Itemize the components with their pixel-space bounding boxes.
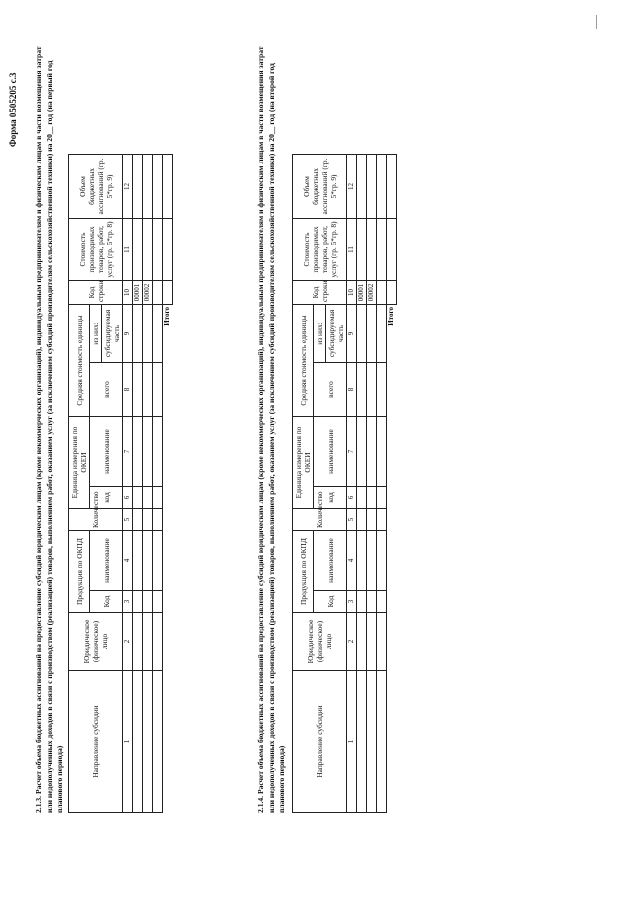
cell[interactable] <box>367 591 377 613</box>
header-okei-group: Единица измерения по ОКЕИ <box>69 416 90 508</box>
header-legal-entity: Юридическое (физическое) лицо <box>69 613 123 671</box>
cell[interactable] <box>367 671 377 813</box>
cell[interactable] <box>377 218 387 280</box>
cell[interactable] <box>367 487 377 509</box>
cell[interactable] <box>377 487 387 509</box>
subsidy-table-2-1-4 <box>292 44 397 813</box>
cell[interactable] <box>133 218 143 280</box>
cell[interactable] <box>377 362 387 416</box>
table-row <box>153 44 163 812</box>
column-number: 2 <box>347 613 357 671</box>
cell[interactable] <box>357 218 367 280</box>
cell[interactable] <box>357 154 367 218</box>
header-avg-of-which: из них: <box>90 304 102 362</box>
cell[interactable] <box>133 416 143 486</box>
table-row <box>143 44 153 812</box>
total-row <box>387 44 397 812</box>
header-line-code: Код строки <box>69 280 123 304</box>
column-numbers-row <box>123 44 133 812</box>
cell[interactable] <box>153 280 163 304</box>
section-heading-2-1-3: 2.1.3. Расчет объема бюджетных ассигнований на предоставление субсидий юридическим лицам (кроме некоммерческих организаций), индивидуальным предпринимателям и физическим лицам в части возмещения затрат или недополученных доходов в связи с производством (реализацией) товаров, выполнением работ, оказанием услуг (за исключением субсидий производителям сельскохозяйственной техники) на 20__ год (на первый год планового периода) <box>34 46 64 813</box>
line-code: 00002 <box>143 280 153 304</box>
column-number: 12 <box>347 154 357 218</box>
column-number: 3 <box>123 591 133 613</box>
cell[interactable] <box>367 509 377 531</box>
cell[interactable] <box>357 531 367 591</box>
column-number: 10 <box>347 280 357 304</box>
cell[interactable] <box>143 671 153 813</box>
cell[interactable] <box>357 509 367 531</box>
form-code: Форма 0505205 с.3 <box>8 72 18 147</box>
total-label: Итого <box>163 306 172 326</box>
cell[interactable] <box>377 531 387 591</box>
total-row <box>163 44 173 812</box>
cell[interactable] <box>133 154 143 218</box>
section-heading-2-1-4: 2.1.4. Расчет объема бюджетных ассигнований на предоставление субсидий юридическим лицам (кроме некоммерческих организаций), индивидуальным предпринимателям и физическим лицам в части возмещения затрат или недополученных доходов в связи с производством (реализацией) товаров, выполнением работ, оказанием услуг (за исключением субсидий производителям сельскохозяйственной техники) на 20__ год (на второй год планового периода) <box>256 46 286 813</box>
cell[interactable] <box>367 304 377 362</box>
header-quantity: Количество <box>69 509 123 531</box>
column-number: 3 <box>347 591 357 613</box>
header-okei-group: Единица измерения по ОКЕИ <box>293 416 314 508</box>
header-quantity: Количество <box>293 509 347 531</box>
cell[interactable] <box>163 154 173 218</box>
column-number: 10 <box>123 280 133 304</box>
column-number: 7 <box>123 416 133 486</box>
column-number: 8 <box>347 362 357 416</box>
column-number: 6 <box>347 487 357 509</box>
cell[interactable] <box>163 280 173 304</box>
page-edge-mark <box>596 15 597 29</box>
column-number: 8 <box>123 362 133 416</box>
cell[interactable] <box>153 509 163 531</box>
cell[interactable] <box>143 154 153 218</box>
cell[interactable] <box>143 218 153 280</box>
cell[interactable] <box>377 591 387 613</box>
cell[interactable] <box>377 304 387 362</box>
cell[interactable] <box>153 304 163 362</box>
cell[interactable] <box>133 591 143 613</box>
header-line-code: Код строки <box>293 280 347 304</box>
header-budget-volume: Объем бюджетных ассигнований (гр. 5*гр. 9) <box>293 154 347 218</box>
line-code: 00002 <box>367 280 377 304</box>
column-number: 4 <box>123 531 133 591</box>
cell[interactable] <box>133 613 143 671</box>
cell[interactable] <box>143 613 153 671</box>
line-code: 00001 <box>357 280 367 304</box>
column-number: 6 <box>123 487 133 509</box>
cell[interactable] <box>143 487 153 509</box>
total-label: Итого <box>387 306 396 326</box>
cell[interactable] <box>357 487 367 509</box>
header-avg-total: всего <box>314 362 347 416</box>
cell[interactable] <box>133 671 143 813</box>
header-direction: Направление субсидии <box>69 671 123 813</box>
header-okpd-name: наименование <box>314 531 347 591</box>
cell[interactable] <box>133 304 143 362</box>
column-number: 1 <box>123 671 133 813</box>
cell[interactable] <box>153 531 163 591</box>
header-okpd-code: Код <box>90 591 123 613</box>
cell[interactable] <box>133 509 143 531</box>
cell[interactable] <box>357 671 367 813</box>
header-okpd-group: Продукция по ОКПД <box>293 531 314 613</box>
cell[interactable] <box>153 591 163 613</box>
line-code: 00001 <box>133 280 143 304</box>
header-okei-code: код <box>314 487 347 509</box>
cell[interactable] <box>357 304 367 362</box>
cell[interactable] <box>377 416 387 486</box>
cell[interactable] <box>387 218 397 280</box>
blank-margin <box>293 44 397 154</box>
cell[interactable] <box>377 154 387 218</box>
cell[interactable] <box>357 362 367 416</box>
cell[interactable] <box>377 671 387 813</box>
column-number: 4 <box>347 531 357 591</box>
column-number: 7 <box>347 416 357 486</box>
header-okei-name: наименование <box>90 416 123 486</box>
header-goods-cost: Стоимость производимых товаров, работ, услуг (гр. 5*гр. 8) <box>69 218 123 280</box>
cell[interactable] <box>143 304 153 362</box>
cell[interactable] <box>377 509 387 531</box>
header-okpd-code: Код <box>314 591 347 613</box>
column-numbers-row <box>347 44 357 812</box>
column-number: 5 <box>347 509 357 531</box>
cell[interactable] <box>153 154 163 218</box>
cell[interactable] <box>143 416 153 486</box>
header-okpd-name: наименование <box>90 531 123 591</box>
cell[interactable] <box>387 280 397 304</box>
column-number: 1 <box>347 671 357 813</box>
table-row <box>133 44 143 812</box>
header-avg-total: всего <box>90 362 123 416</box>
cell[interactable] <box>367 154 377 218</box>
cell[interactable] <box>377 280 387 304</box>
column-number: 12 <box>123 154 133 218</box>
cell[interactable] <box>133 531 143 591</box>
cell[interactable] <box>357 416 367 486</box>
cell[interactable] <box>153 362 163 416</box>
cell[interactable] <box>163 218 173 280</box>
cell[interactable] <box>153 671 163 813</box>
column-number: 9 <box>123 304 133 362</box>
cell[interactable] <box>367 531 377 591</box>
column-number: 5 <box>123 509 133 531</box>
cell[interactable] <box>357 591 367 613</box>
cell[interactable] <box>153 416 163 486</box>
header-okei-code: код <box>90 487 123 509</box>
header-avg-cost-group: Средняя стоимость единицы <box>69 304 90 416</box>
cell[interactable] <box>153 487 163 509</box>
column-number: 11 <box>123 218 133 280</box>
cell[interactable] <box>377 613 387 671</box>
header-avg-subsidized: субсидируемая часть <box>102 304 123 362</box>
cell[interactable] <box>133 487 143 509</box>
cell[interactable] <box>143 362 153 416</box>
cell[interactable] <box>133 362 143 416</box>
subsidy-table-2-1-3 <box>68 44 173 813</box>
table-row <box>377 44 387 812</box>
header-avg-cost-group: Средняя стоимость единицы <box>293 304 314 416</box>
header-goods-cost: Стоимость производимых товаров, работ, услуг (гр. 5*гр. 8) <box>293 218 347 280</box>
header-avg-of-which: из них: <box>314 304 326 362</box>
cell[interactable] <box>367 362 377 416</box>
blank-margin <box>69 44 173 154</box>
table-row <box>357 44 367 812</box>
header-legal-entity: Юридическое (физическое) лицо <box>293 613 347 671</box>
cell[interactable] <box>367 218 377 280</box>
header-avg-subsidized: субсидируемая часть <box>326 304 347 362</box>
cell[interactable] <box>367 613 377 671</box>
cell[interactable] <box>153 613 163 671</box>
cell[interactable] <box>143 531 153 591</box>
header-okei-name: наименование <box>314 416 347 486</box>
cell[interactable] <box>153 218 163 280</box>
cell[interactable] <box>357 613 367 671</box>
cell[interactable] <box>367 416 377 486</box>
header-okpd-group: Продукция по ОКПД <box>69 531 90 613</box>
header-direction: Направление субсидии <box>293 671 347 813</box>
column-number: 9 <box>347 304 357 362</box>
column-number: 2 <box>123 613 133 671</box>
cell[interactable] <box>387 154 397 218</box>
header-budget-volume: Объем бюджетных ассигнований (гр. 5*гр. 9) <box>69 154 123 218</box>
cell[interactable] <box>143 509 153 531</box>
column-number: 11 <box>347 218 357 280</box>
table-row <box>367 44 377 812</box>
cell[interactable] <box>143 591 153 613</box>
